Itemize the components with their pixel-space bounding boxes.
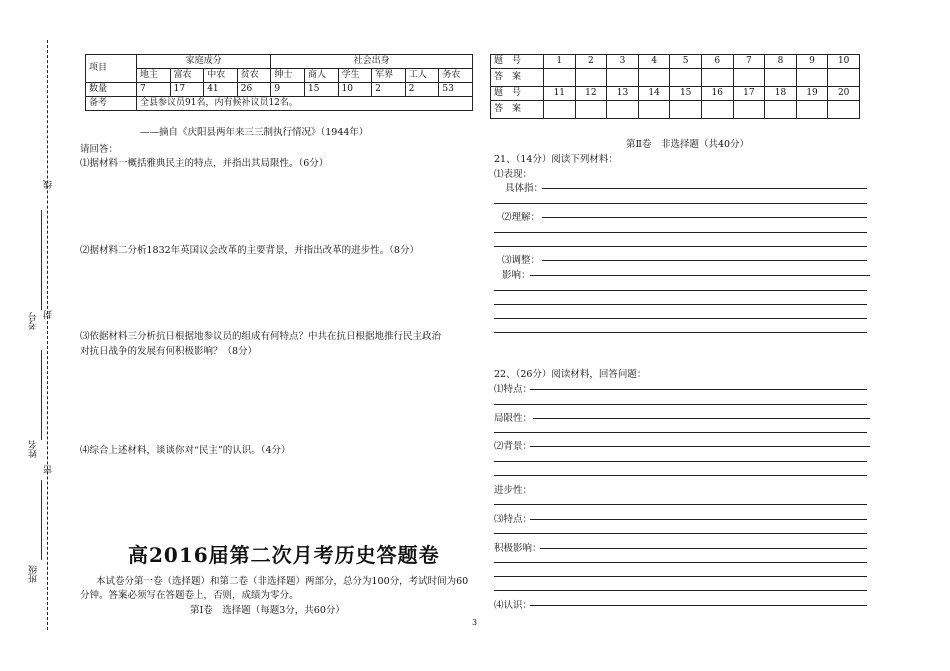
a-label: 答 案 (491, 69, 544, 87)
count-cell: 41 (204, 83, 238, 97)
q21-3-label: ⑶调整： (502, 255, 541, 266)
answer-line[interactable] (494, 404, 867, 405)
answer-line[interactable] (494, 475, 867, 476)
subhead: 中农 (204, 69, 238, 83)
answer-line[interactable] (540, 548, 867, 549)
answer-line[interactable] (494, 290, 867, 291)
answer-cell[interactable] (607, 101, 639, 119)
question-3-line2: 对抗日战争的发展有何积极影响？（8分） (80, 346, 258, 357)
q21-1-label: ⑴表现： (494, 169, 533, 180)
q-number: 19 (796, 87, 828, 101)
answer-cell[interactable] (575, 101, 607, 119)
q-number: 10 (828, 55, 860, 69)
answer-cell[interactable] (638, 69, 670, 87)
margin-seal-char: 封 (44, 310, 54, 319)
margin-dense-char: 密 (44, 465, 54, 474)
q-number: 5 (670, 55, 702, 69)
answer-line[interactable] (530, 519, 867, 520)
answer-line[interactable] (494, 304, 867, 305)
answer-line[interactable] (494, 576, 867, 577)
answer-line[interactable] (494, 590, 867, 591)
q-label: 题 号 (491, 55, 544, 69)
q-number: 16 (701, 87, 733, 101)
q21-1b-label: 具体指： (505, 183, 544, 194)
q-number: 1 (544, 55, 576, 69)
q21-2-label: ⑵理解： (502, 212, 541, 223)
count-cell: 53 (439, 83, 473, 97)
answer-line[interactable] (494, 246, 867, 247)
count-cell: 26 (237, 83, 271, 97)
table-source: ——摘自《庆阳县两年来三三制执行情况》（1944年） (140, 127, 369, 138)
q-number: 3 (607, 55, 639, 69)
q22-4-label: ⑷认识： (494, 600, 533, 611)
q-number: 6 (701, 55, 733, 69)
subhead: 商人 (304, 69, 338, 83)
subhead: 富农 (170, 69, 204, 83)
question-4: ⑷综合上述材料，谈谈你对“民主”的认识。（4分） (80, 445, 291, 456)
subhead: 贫农 (237, 69, 271, 83)
q-number: 13 (607, 87, 639, 101)
q-number: 15 (670, 87, 702, 101)
answer-cell[interactable] (733, 101, 765, 119)
q-number: 12 (575, 87, 607, 101)
answer-line[interactable] (494, 232, 867, 233)
answer-line[interactable] (530, 389, 867, 390)
answer-line[interactable] (530, 446, 870, 447)
q-number: 4 (638, 55, 670, 69)
answer-cell[interactable] (828, 101, 860, 119)
family-header: 家庭成分 (137, 55, 271, 69)
page-number: 3 (472, 618, 478, 627)
q22-2-label: ⑵背景： (494, 441, 533, 452)
class-rule (41, 480, 42, 560)
question-2: ⑵据材料二分析1832年英国议会改革的主要背景，并指出改革的进步性。（8分） (80, 245, 419, 256)
q-number: 14 (638, 87, 670, 101)
exam-no-label: 考号 (29, 312, 39, 330)
intro-line1: 本试卷分第一卷（选择题）和第二卷（非选择题）两部分，总分为100分，考试时间为60 (96, 576, 469, 587)
answer-line[interactable] (494, 562, 867, 563)
answer-cell[interactable] (765, 69, 797, 87)
answer-cell[interactable] (607, 69, 639, 87)
part2-heading: 第Ⅱ卷 非选择题（共40分） (626, 139, 750, 150)
subhead: 地主 (137, 69, 171, 83)
answer-cell[interactable] (544, 101, 576, 119)
subhead: 务农 (439, 69, 473, 83)
answer-cell[interactable] (796, 69, 828, 87)
answer-line[interactable] (494, 461, 867, 462)
name-label: 姓名 (29, 440, 39, 458)
q22-1-label: ⑴特点： (494, 384, 533, 395)
prompt: 请回答： (80, 144, 119, 155)
answer-line[interactable] (494, 432, 867, 433)
q-number: 9 (796, 55, 828, 69)
q-number: 17 (733, 87, 765, 101)
answer-line[interactable] (494, 203, 867, 204)
count-cell: 15 (304, 83, 338, 97)
social-header: 社会出身 (271, 55, 473, 69)
q22-3-label: ⑶特点： (494, 514, 533, 525)
intro-line2: 分钟。答案必须写在答题卷上，否则，成绩为零分。 (80, 590, 299, 601)
answer-cell[interactable] (638, 101, 670, 119)
answer-table (490, 54, 860, 119)
name-rule (41, 350, 42, 440)
composition-table (85, 54, 473, 111)
count-cell: 2 (372, 83, 406, 97)
answer-cell[interactable] (670, 101, 702, 119)
answer-cell[interactable] (828, 69, 860, 87)
q-number: 20 (828, 87, 860, 101)
q-number: 18 (765, 87, 797, 101)
q22-2b-label: 进步性： (494, 485, 533, 496)
item-header: 项目 (86, 55, 137, 83)
class-label: 班级 (29, 565, 39, 583)
question-1: ⑴据材料一概括雅典民主的特点，并指出其局限性。（6分） (80, 158, 329, 169)
answer-line[interactable] (494, 318, 867, 319)
count-cell: 2 (405, 83, 439, 97)
subhead: 绅士 (271, 69, 305, 83)
subhead: 军界 (372, 69, 406, 83)
binding-dashed-line (47, 40, 48, 630)
answer-line[interactable] (533, 418, 870, 419)
exam-title: 高2016届第二次月考历史答题卷 (128, 543, 440, 567)
subhead: 学生 (338, 69, 372, 83)
answer-line[interactable] (542, 188, 867, 189)
count-cell: 17 (170, 83, 204, 97)
q22-3b-label: 积极影响： (494, 543, 542, 554)
count-cell: 9 (271, 83, 305, 97)
q-number: 2 (575, 55, 607, 69)
answer-cell[interactable] (575, 69, 607, 87)
count-cell: 7 (137, 83, 171, 97)
count-cell: 10 (338, 83, 372, 97)
answer-line[interactable] (542, 217, 867, 218)
question-22: 22、（26分）阅读材料，回答问题： (494, 369, 647, 380)
note-label: 备考 (86, 97, 137, 111)
answer-line[interactable] (494, 504, 867, 505)
answer-cell[interactable] (733, 69, 765, 87)
answer-line[interactable] (494, 533, 867, 534)
answer-line[interactable] (542, 260, 867, 261)
note-cell: 全县参议员91名，内有候补议员12名。 (137, 97, 473, 111)
q22-1b-label: 局限性： (494, 413, 533, 424)
q21-3b-label: 影响： (502, 270, 531, 281)
answer-cell[interactable] (701, 101, 733, 119)
part1-heading: 第Ⅰ卷 选择题（每题3分，共60分） (190, 605, 345, 616)
exam-no-rule (41, 210, 42, 310)
answer-cell[interactable] (796, 101, 828, 119)
margin-line-char: 线 (44, 180, 54, 189)
count-label: 数量 (86, 83, 137, 97)
q-number: 8 (765, 55, 797, 69)
subhead: 工人 (405, 69, 439, 83)
question-3-line1: ⑶依据材料三分析抗日根据地参议员的组成有何特点？中共在抗日根据地推行民主政治 (80, 331, 442, 342)
answer-cell[interactable] (544, 69, 576, 87)
answer-cell[interactable] (765, 101, 797, 119)
answer-line[interactable] (530, 605, 867, 606)
a-label: 答 案 (491, 101, 544, 119)
question-21: 21、（14分）阅读下列材料： (494, 154, 618, 165)
answer-line[interactable] (530, 275, 870, 276)
q-number: 7 (733, 55, 765, 69)
answer-cell[interactable] (670, 69, 702, 87)
q-label: 题 号 (491, 87, 544, 101)
q-number: 11 (544, 87, 576, 101)
answer-cell[interactable] (701, 69, 733, 87)
answer-line[interactable] (494, 332, 867, 333)
